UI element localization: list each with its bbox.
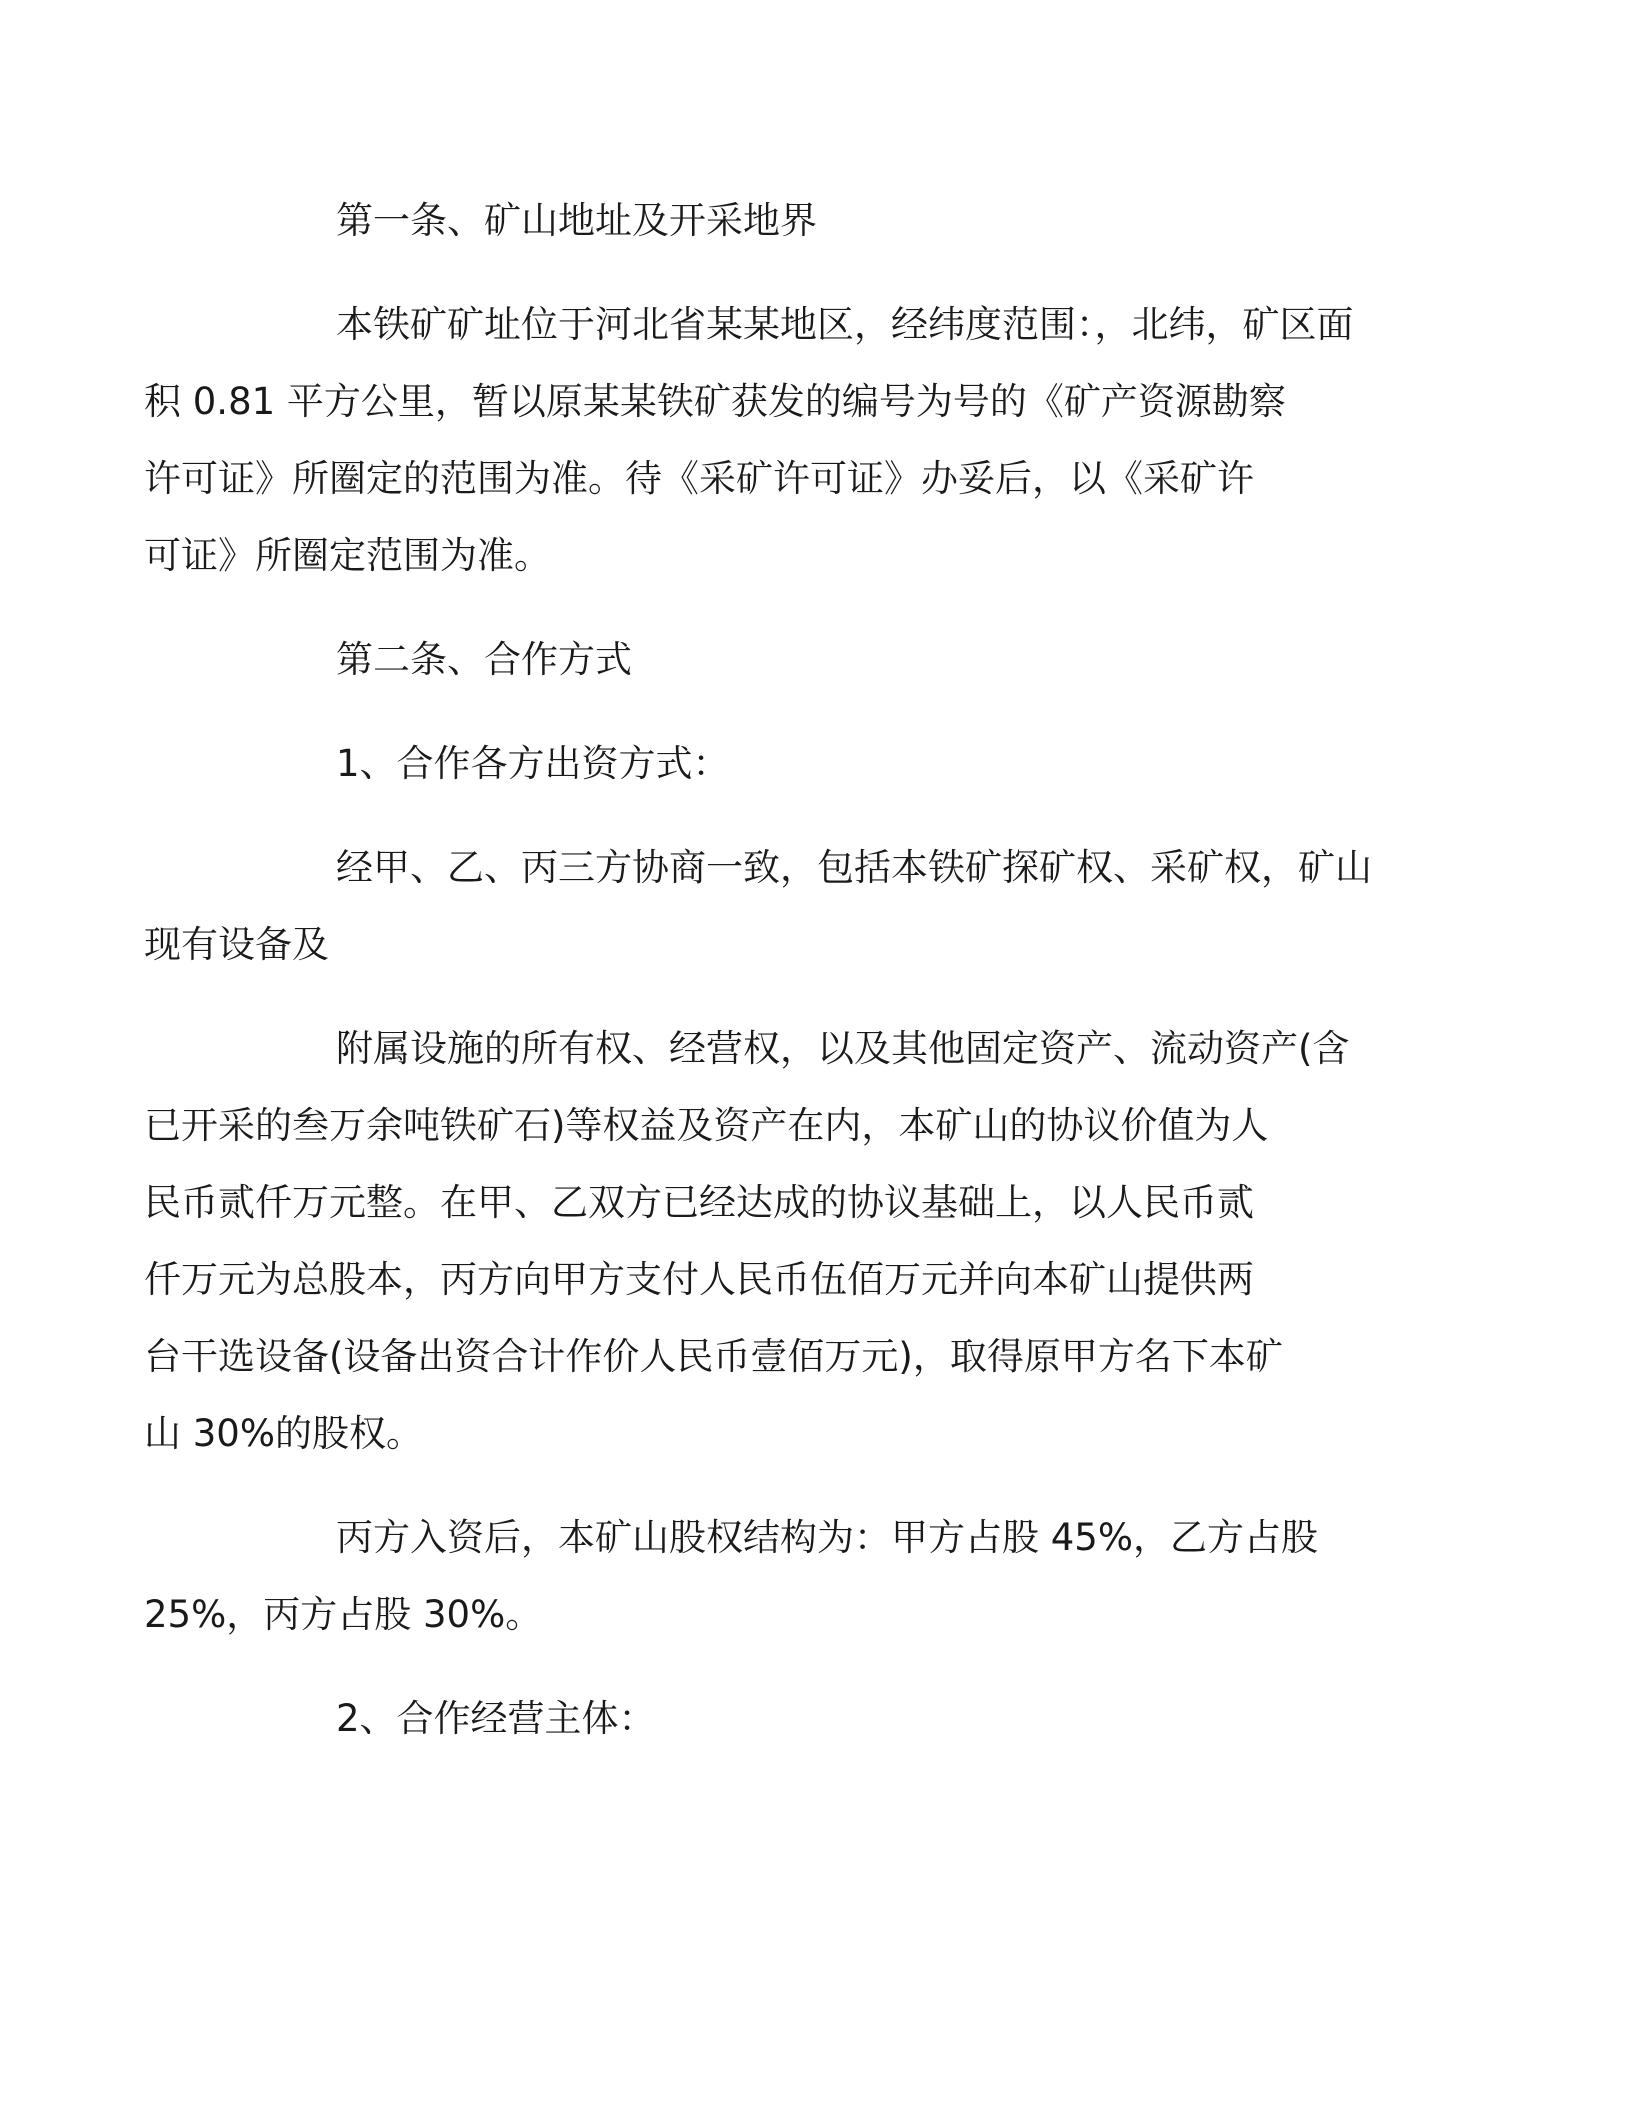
text-line: 已开采的叁万余吨铁矿石)等权益及资产在内，本矿山的协议价值为人 <box>144 1104 1269 1147</box>
text-line: 经甲、乙、丙三方协商一致，包括本铁矿探矿权、采矿权，矿山 <box>336 846 1372 889</box>
text-line: 积 0.81 平方公里，暂以原某某铁矿获发的编号为号的《矿产资源勘察 <box>144 380 1286 423</box>
item-1-heading: 1、合作各方出资方式： <box>336 742 730 785</box>
text-line: 可证》所圈定范围为准。 <box>144 534 551 577</box>
contribution-paragraph-2 <box>144 1010 1390 1472</box>
article-1-paragraph <box>144 286 1390 594</box>
text-line: 民币贰仟万元整。在甲、乙双方已经达成的协议基础上，以人民币贰 <box>144 1181 1254 1224</box>
text-line: 附属设施的所有权、经营权，以及其他固定资产、流动资产(含 <box>336 1027 1350 1070</box>
article-1-heading: 第一条、矿山地址及开采地界 <box>336 199 817 242</box>
text-line: 本铁矿矿址位于河北省某某地区，经纬度范围：，北纬，矿区面 <box>336 303 1354 346</box>
item-2-heading: 2、合作经营主体： <box>336 1697 656 1740</box>
document-body <box>144 182 1390 1784</box>
text-line: 山 30%的股权。 <box>144 1412 423 1455</box>
text-line: 仟万元为总股本，丙方向甲方支付人民币伍佰万元并向本矿山提供两 <box>144 1258 1254 1301</box>
article-2-heading: 第二条、合作方式 <box>336 638 632 681</box>
text-line: 现有设备及 <box>144 923 329 966</box>
text-line: 台干选设备(设备出资合计作价人民币壹佰万元)，取得原甲方名下本矿 <box>144 1335 1283 1378</box>
contribution-paragraph-1 <box>144 829 1390 983</box>
equity-structure-paragraph <box>144 1499 1390 1653</box>
text-line: 许可证》所圈定的范围为准。待《采矿许可证》办妥后，以《采矿许 <box>144 457 1254 500</box>
text-line: 25%，丙方占股 30%。 <box>144 1593 543 1636</box>
text-line: 丙方入资后，本矿山股权结构为：甲方占股 45%，乙方占股 <box>336 1516 1318 1559</box>
